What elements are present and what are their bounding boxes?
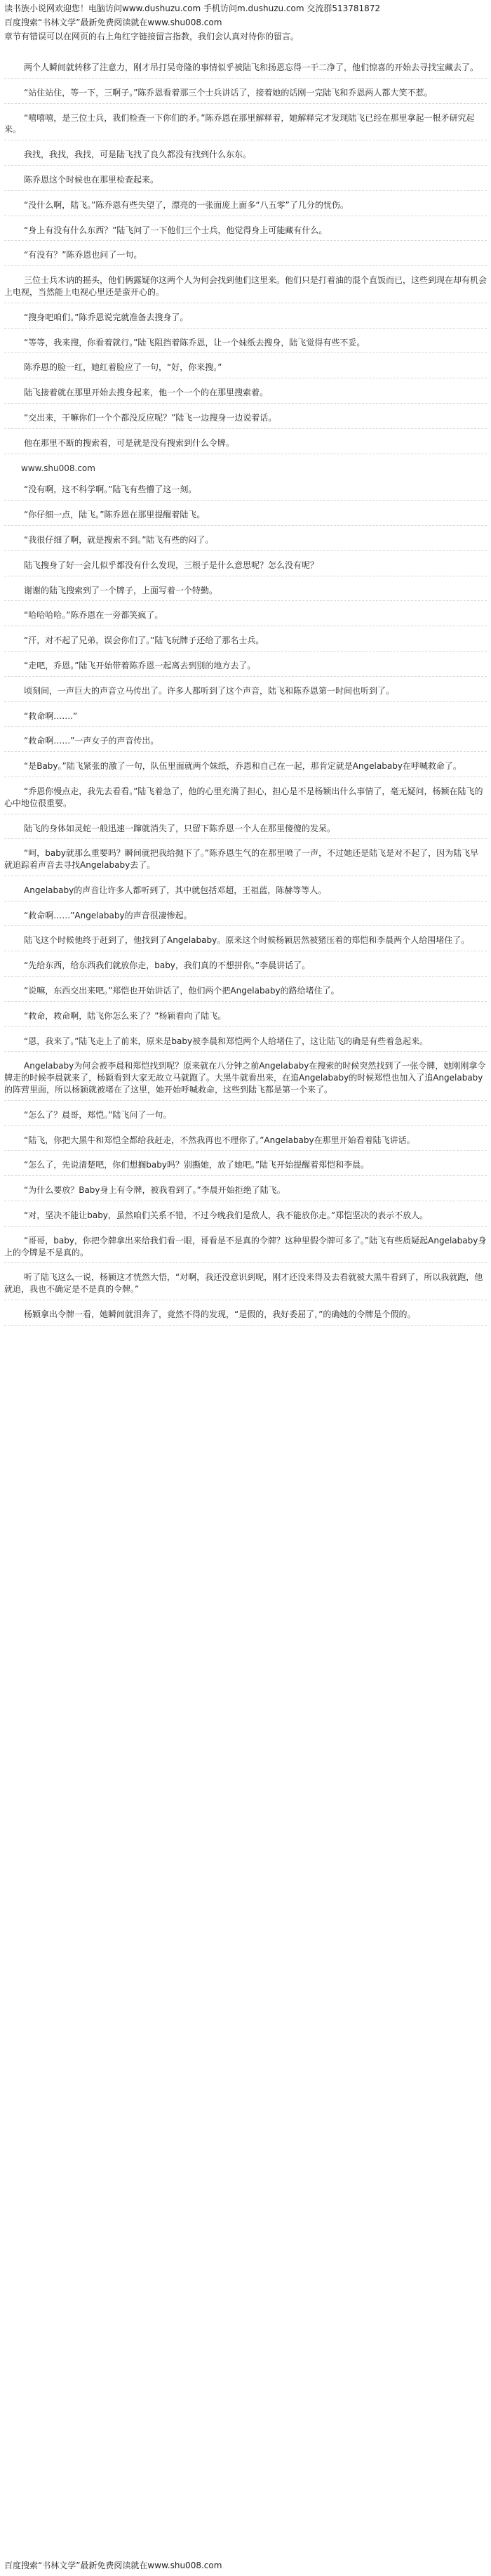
feedback-notice: 章节有错误可以在网页的右上角红字链接留言指教，我们会认真对待你的留言。 <box>4 32 300 41</box>
paragraph <box>4 847 487 876</box>
paragraph <box>4 711 487 727</box>
paragraph-text: “为什么要放？Baby身上有令牌，被我看到了。”李晨开始拒绝了陆飞。 <box>24 1185 285 1196</box>
paragraph <box>4 786 487 814</box>
paragraph-text: “搜身吧咱们。”陈乔恩说完就准备去搜身了。 <box>24 312 189 322</box>
paragraph-text: “救命，救命啊，陆飞你怎么来了？”杨颖看向了陆飞。 <box>24 1010 227 1021</box>
paragraph-text: “是Baby。”陆飞紧张的激了一句，队伍里面就两个妹纸，乔恩和自己在一起，那肯定就是Angelababy在呼喊救命了。 <box>24 761 462 772</box>
paragraph-text: 杨颖拿出令牌一看，她瞬间就泪奔了，竟然不得的发现，“是假的，我好委屈了，”的确她的令牌是个假的。 <box>24 1309 416 1320</box>
paragraph-text: “陆飞，你把大黑牛和郑恺全都给我赶走，不然我再也不理你了。”Angelababy在那里开始看着陆飞讲话。 <box>24 1135 415 1145</box>
search-promo: 百度搜索“书林文学”最新免费阅读就在www.shu008.com <box>4 18 222 27</box>
paragraph-text: “哥哥，baby，你把令牌拿出来给我们看一眼，哥看是不是真的令牌？这种里假令牌可多了。”陆飞有些质疑起Angelababy身上的令牌是不是真的。 <box>4 1235 487 1257</box>
paragraph-text: 顷刻间，一声巨大的声音立马传出了。许多人都听到了这个声音，陆飞和陈乔恩第一时间也听到了。 <box>24 685 395 696</box>
paragraph <box>4 823 487 840</box>
paragraph-text: “站住站住，等一下，三啊子。”陈乔恩看着那三个士兵讲话了，接着她的话刚一完陆飞和乔恩两人都大笑不惹。 <box>24 87 433 98</box>
paragraph <box>4 960 487 977</box>
paragraph <box>4 1036 487 1052</box>
paragraph-text: “我很仔细了啊，就是搜索不到。”陆飞有些的闷了。 <box>24 534 214 545</box>
paragraph-text: “汗，对不起了兄弟，误会你们了。”陆飞玩牌子还给了那名士兵。 <box>24 635 264 646</box>
paragraph <box>4 249 487 266</box>
paragraph <box>4 660 487 677</box>
paragraph-text: 谢谢的陆飞搜索到了一个牌子，上面写着一个特勤。 <box>24 585 218 595</box>
paragraph-text: 陆飞搜身了好一会儿似乎都没有什么发现，三根子是什么意思呢？怎么没有呢？ <box>24 560 319 570</box>
paragraph <box>4 412 487 429</box>
paragraph-text: 陆飞这个时候他终于赶到了，他找到了Angelababy。原来这个时候杨颖居然被猪压着的郑恺和李晨两个人给围堵住了。 <box>24 935 470 946</box>
paragraph-text: “救命啊…….” <box>24 711 78 721</box>
paragraph-text: “怎么了，先说清楚吧，你们想搁baby吗？别撕她，放了她吧。”陆飞开始提醒着郑恺和李晨。 <box>24 1160 370 1170</box>
paragraph-text: “呵，baby就那么重要吗？瞬间就把我给抛下了。”陈乔恩生气的在那里喷了一声，不过她还是陆飞是对不起了，因为陆飞早就追踪着声音去寻找Angelababy去了。 <box>4 848 479 871</box>
paragraph-text: “先给东西，给东西我们就放你走，baby，我们真的不想拼你。”李晨讲话了。 <box>24 960 311 971</box>
paragraph-text: 陆飞的身体如灵蛇一般迅速一蹿就消失了，只留下陈乔恩一个人在那里傻傻的发呆。 <box>24 823 336 833</box>
paragraph <box>4 387 487 404</box>
paragraph-text: “恩，我来了。”陆飞走上了前来，原来是baby被李晨和郑恺两个人给堵住了，这让陆飞的确是有些着急起来。 <box>24 1036 429 1046</box>
paragraph <box>4 1010 487 1027</box>
paragraph <box>4 760 487 777</box>
paragraph-text: “交出来，干嘛你们一个个都没反应呢？”陆飞一边搜身一边说着话。 <box>24 412 277 423</box>
paragraph <box>4 312 487 329</box>
paragraph <box>4 225 487 242</box>
paragraph <box>4 934 487 951</box>
paragraph-text: “哈哈哈哈。”陈乔恩在一旁都笑疯了。 <box>24 610 163 621</box>
paragraph <box>4 609 487 626</box>
paragraph-text: “说嘛，东西交出来吧。”郑恺也开始讲话了，他们两个把Angelababy的路给堵住了。 <box>24 986 339 996</box>
paragraph <box>4 585 487 602</box>
paragraph-text: “等等，我来搜，你看着就行。”陆飞阻挡着陈乔恩，让一个妹纸去搜身，陆飞觉得有些不妥。 <box>24 337 365 348</box>
paragraph-text: “走吧，乔恩。”陆飞开始带着陈乔恩一起离去到别的地方去了。 <box>24 660 256 671</box>
paragraph <box>4 735 487 752</box>
chapter-content <box>0 45 491 1326</box>
paragraph-text: “乔恩你慢点走，我先去看看。”陆飞着急了，他的心里充满了担心，担心是不是杨颖出什么事情了，毫无疑问，杨颖在陆飞的心中地位很重要。 <box>4 786 483 808</box>
paragraph <box>4 1109 487 1126</box>
paragraph-text: 听了陆飞这么一说，杨颖这才恍然大悟，“对啊，我还没意识到呢，刚才还没来得及去看就被大黑牛看到了，所以我就跑，他就追，我也不确定是不是真的令牌。” <box>4 1272 483 1295</box>
paragraph <box>4 87 487 104</box>
paragraph <box>4 1309 487 1326</box>
paragraph-text: “嘻嘻嘻，是三位士兵，我们检查一下你们的矛。”陈乔恩在那里解释着，她解释完才发现陆飞已经在那里拿起一根矛研究起来。 <box>4 112 475 135</box>
paragraph <box>4 275 487 303</box>
paragraph-text: 三位士兵木讷的摇头，他们俩露疑你这两个人为何会找到他们这里来。他们只是打着油的混个直饭而已，这些到现在却有机会上电视，当然能上电视心里还是蛮开心的。 <box>4 275 487 297</box>
paragraph <box>4 560 487 576</box>
paragraph <box>4 1184 487 1201</box>
paragraph <box>4 509 487 526</box>
paragraph-text: “救命啊……”一声女子的声音传出。 <box>24 736 159 746</box>
paragraph-text: “没有啊，这不科学啊。”陆飞有些懵了这一刻。 <box>24 484 197 495</box>
site-banner: 读书族小说网欢迎您！电脑访问www.dushuzu.com 手机访问m.dushuzu.com 交流群513781872 <box>4 4 381 13</box>
paragraph <box>4 199 487 216</box>
paragraph-text: Angelababy为何会被李晨和郑恺找到呢？原来就在八分钟之前Angelababy在搜索的时候突然找到了一张令牌，她刚刚拿令牌走的时候李晨就来了，杨颖看到大家无故立马就跑了。大黑牛就看出来，在追Angelababy的时候郑恺也加入了追Angelababy的阵营里面，所以杨颖就被堵在了这里，她开始呼喊救命，这些到陆飞都是第一个来了。 <box>4 1061 486 1095</box>
paragraph <box>4 62 487 79</box>
paragraph-text: Angelababy的声音让许多人都听到了，其中就包括邓超，王祖蓝，陈赫等等人。 <box>24 885 327 895</box>
paragraph <box>4 910 487 927</box>
paragraph-text: “怎么了？晨哥，郑恺。”陆飞问了一句。 <box>24 1109 172 1120</box>
paragraph-text: “没什么啊，陆飞。”陈乔恩有些失望了，漂亮的一张面庞上面多“八五零”了几分的忧伤。 <box>24 199 349 210</box>
paragraph <box>4 112 487 141</box>
paragraph <box>4 534 487 551</box>
paragraph <box>4 1272 487 1300</box>
paragraph <box>4 1135 487 1151</box>
paragraph <box>4 1159 487 1176</box>
paragraph <box>4 985 487 1002</box>
paragraph-text: “你仔细一点，陆飞。”陈乔恩在那里提醒着陆飞。 <box>24 510 206 520</box>
paragraph <box>4 174 487 191</box>
paragraph <box>4 484 487 501</box>
paragraph <box>4 885 487 901</box>
paragraph-text: 他在那里不断的搜索着，可是就是没有搜索到什么令牌。 <box>24 437 235 448</box>
paragraph <box>4 635 487 652</box>
watermark-text: www.shu008.com <box>21 463 95 473</box>
paragraph-text: 陈乔恩这个时候也在那里检查起来。 <box>24 174 159 185</box>
paragraph-text: “对，坚决不能让baby，虽然咱们关系不错，不过今晚我们是敌人，我不能放你走。”郑恺坚决的表示不放人。 <box>24 1210 429 1221</box>
page-header <box>0 0 491 45</box>
paragraph-text: 陈乔恩的脸一红，她红着脸应了一句，“好，你来搜。” <box>24 362 222 373</box>
paragraph <box>4 149 487 166</box>
footer-promo: 百度搜索“书林文学”最新免费阅读就在www.shu008.com <box>4 2561 222 2571</box>
paragraph <box>4 362 487 378</box>
paragraph <box>4 1235 487 1264</box>
paragraph-text: 我找，我找，我找，可是陆飞找了良久都没有找到什么东东。 <box>24 150 252 160</box>
paragraph <box>4 1060 487 1100</box>
paragraph <box>4 685 487 702</box>
paragraph-text: 两个人瞬间就转移了注意力，刚才吊打吴奇隆的事情似乎被陆飞和扬恩忘得一干二净了，他们惊喜的开始去寻找宝藏去了。 <box>24 62 479 72</box>
paragraph <box>4 337 487 354</box>
paragraph-text: “救命啊……”Angelababy的声音很凄惨起。 <box>24 910 192 920</box>
paragraph <box>4 437 487 454</box>
paragraph <box>4 1210 487 1227</box>
paragraph-text: “身上有没有什么东西？”陆飞问了一下他们三个士兵，他觉得身上可能藏有什么。 <box>24 225 328 235</box>
paragraph-text: “有没有？”陈乔恩也问了一句。 <box>24 250 142 260</box>
paragraph-text: 陆飞接着就在那里开始去搜身起来，他一个一个的在那里搜索着。 <box>24 388 269 398</box>
